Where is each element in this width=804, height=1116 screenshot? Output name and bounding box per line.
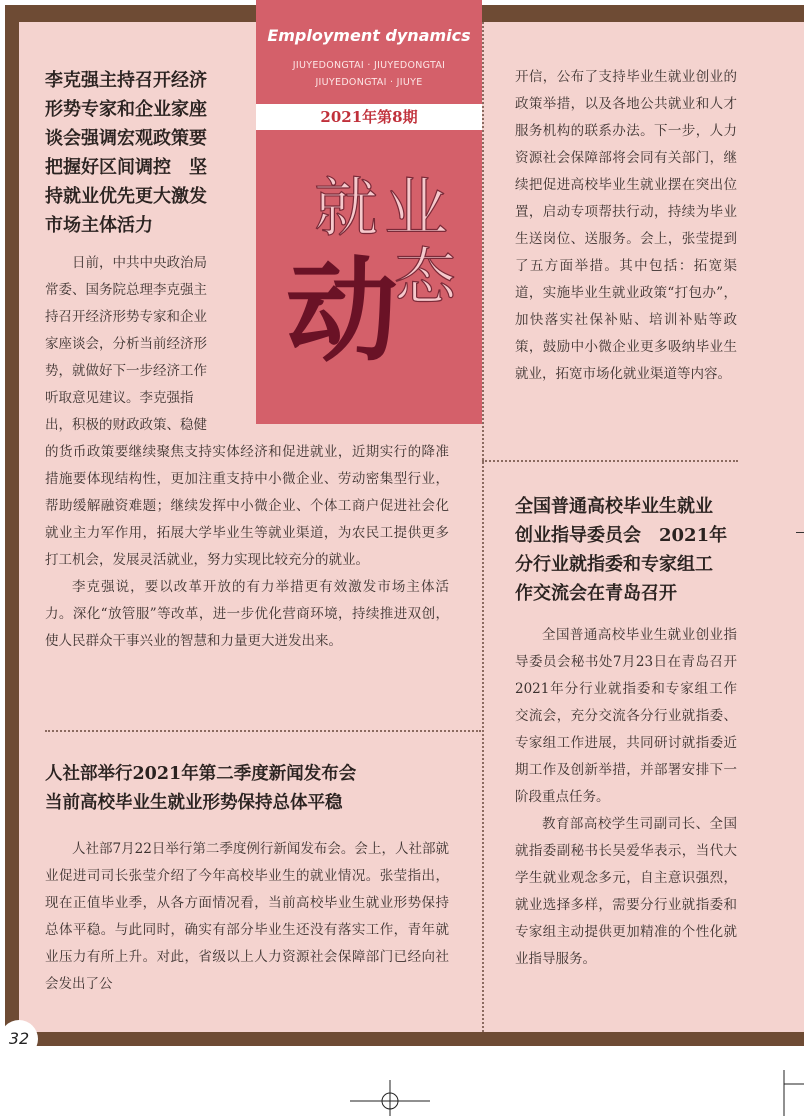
article2-paragraph: 人社部7月22日举行第二季度例行新闻发布会。会上，人社部就业促进司司长张莹介绍了今年高校毕业生的就业情况。张莹指出，现在正值毕业季，从各方面情况看，当前高校毕业生就业形势保持总体平稳。与此同时，确实有部分毕业生还没有落实工作，青年就业压力有所上升。对此，省级以上人力资源社会保障部门已经向社会发出了公 xyxy=(45,841,449,992)
article3-title-line: 创业指导委员会 2021年 xyxy=(515,525,728,546)
logo-char: 就 xyxy=(314,172,378,246)
article1-paragraph: 的货币政策要继续聚焦支持实体经济和促进就业，近期实行的降准措施要体现结构性，更加注重支持中小微企业、劳动密集型行业，帮助缓解融资难题；继续发挥中小微企业、个体工商户促进社会化就业主力军作用，拓展大学毕业生等就业渠道，为农民工提供更多打工机会，发展灵活就业，努力实现比较充分的就业。 xyxy=(45,444,449,568)
frame-left-border xyxy=(5,5,19,1045)
article2-title-line: 当前高校毕业生就业形势保持总体平稳 xyxy=(45,793,343,813)
logo-char: 业 xyxy=(384,172,448,246)
article1-title-line: 市场主体活力 xyxy=(45,215,153,236)
side-trim-tick xyxy=(796,532,804,533)
frame-top-border xyxy=(5,5,265,22)
article3-title xyxy=(515,492,740,608)
article1-body xyxy=(45,439,449,655)
intro-line: 日前，中共中央政治局 xyxy=(72,255,207,271)
article1-title-line: 形势专家和企业家座 xyxy=(45,99,207,120)
article2-title xyxy=(45,760,465,818)
article1-title-line: 谈会强调宏观政策要 xyxy=(45,128,207,149)
frame-bottom-border xyxy=(5,1032,804,1046)
article2-title-line: 人社部举行2021年第二季度新闻发布会 xyxy=(45,764,357,784)
article3-title-line: 分行业就指委和专家组工 xyxy=(515,554,713,575)
article2-continued xyxy=(515,64,737,388)
article1-intro xyxy=(45,250,245,439)
logo-char: 态 xyxy=(394,240,457,313)
intro-line: 常委、国务院总理李克强主 xyxy=(45,282,207,298)
article3-paragraph: 全国普通高校毕业生就业创业指导委员会秘书处7月23日在青岛召开2021年分行业就指委和专家组工作交流会，充分交流各分行业就指委、专家组工作进展，共同研讨就指委近期工作及创新举措，并部署安排下一阶段重点任务。 xyxy=(515,627,737,805)
article2-body xyxy=(45,836,449,998)
intro-line: 家座谈会，分析当前经济形 xyxy=(45,336,207,352)
crop-mark-icon xyxy=(350,1080,430,1116)
banner-calligraphy-logo xyxy=(276,150,482,420)
frame-top-border-right xyxy=(478,5,804,22)
banner-pinyin-line: JIUYEDONGTAI · JIUYE xyxy=(315,77,423,88)
intro-line: 听取意见建议。李克强指 xyxy=(45,390,194,406)
banner-english-title: Employment dynamics xyxy=(267,26,471,45)
article3-body xyxy=(515,622,737,973)
intro-line: 势，就做好下一步经济工作 xyxy=(45,363,207,379)
article1-title-line: 把握好区间调控 坚 xyxy=(45,157,207,178)
issue-label: 2021年第8期 xyxy=(320,108,418,126)
section-divider xyxy=(45,730,481,732)
article3-title-line: 全国普通高校毕业生就业 xyxy=(515,496,713,517)
banner-pinyin-line: JIUYEDONGTAI · JIUYEDONGTAI xyxy=(292,60,446,71)
page-number: 32 xyxy=(0,1020,38,1058)
intro-line: 出，积极的财政政策、稳健 xyxy=(45,417,207,433)
article3-title-line: 作交流会在青岛召开 xyxy=(515,583,677,604)
trim-mark-icon xyxy=(780,1070,804,1116)
article3-paragraph: 教育部高校学生司副司长、全国就指委副秘书长吴爱华表示，当代大学生就业观念多元，自主意识强烈，就业选择多样，需要分行业就指委和专家组主动提供更加精准的个性化就业指导服务。 xyxy=(515,816,737,967)
article1-title xyxy=(45,66,255,240)
article1-title-line: 持就业优先更大激发 xyxy=(45,186,207,207)
logo-char: 动 xyxy=(286,246,398,377)
intro-line: 持召开经济形势专家和企业 xyxy=(45,309,207,325)
article1-paragraph: 李克强说，要以改革开放的有力举措更有效激发市场主体活力。深化“放管服”等改革，进一步优化营商环境，持续推进双创，使人民群众干事兴业的智慧和力量更大迸发出来。 xyxy=(45,579,449,649)
article2-continued-paragraph: 开信，公布了支持毕业生就业创业的政策举措，以及各地公共就业和人才服务机构的联系办法。下一步，人力资源社会保障部将会同有关部门，继续把促进高校毕业生就业摆在突出位置，启动专项帮扶行动，持续为毕业生送岗位、送服务。会上，张莹提到了五方面举措。其中包括：拓宽渠道，实施毕业生就业政策“打包办”，加快落实社保补贴、培训补贴等政策，鼓励中小微企业更多吸纳毕业生就业，拓宽市场化就业渠道等内容。 xyxy=(515,69,737,382)
column-divider xyxy=(482,22,484,1032)
section-divider xyxy=(482,460,738,462)
section-banner xyxy=(256,0,482,424)
article1-title-line: 李克强主持召开经济 xyxy=(45,70,207,91)
